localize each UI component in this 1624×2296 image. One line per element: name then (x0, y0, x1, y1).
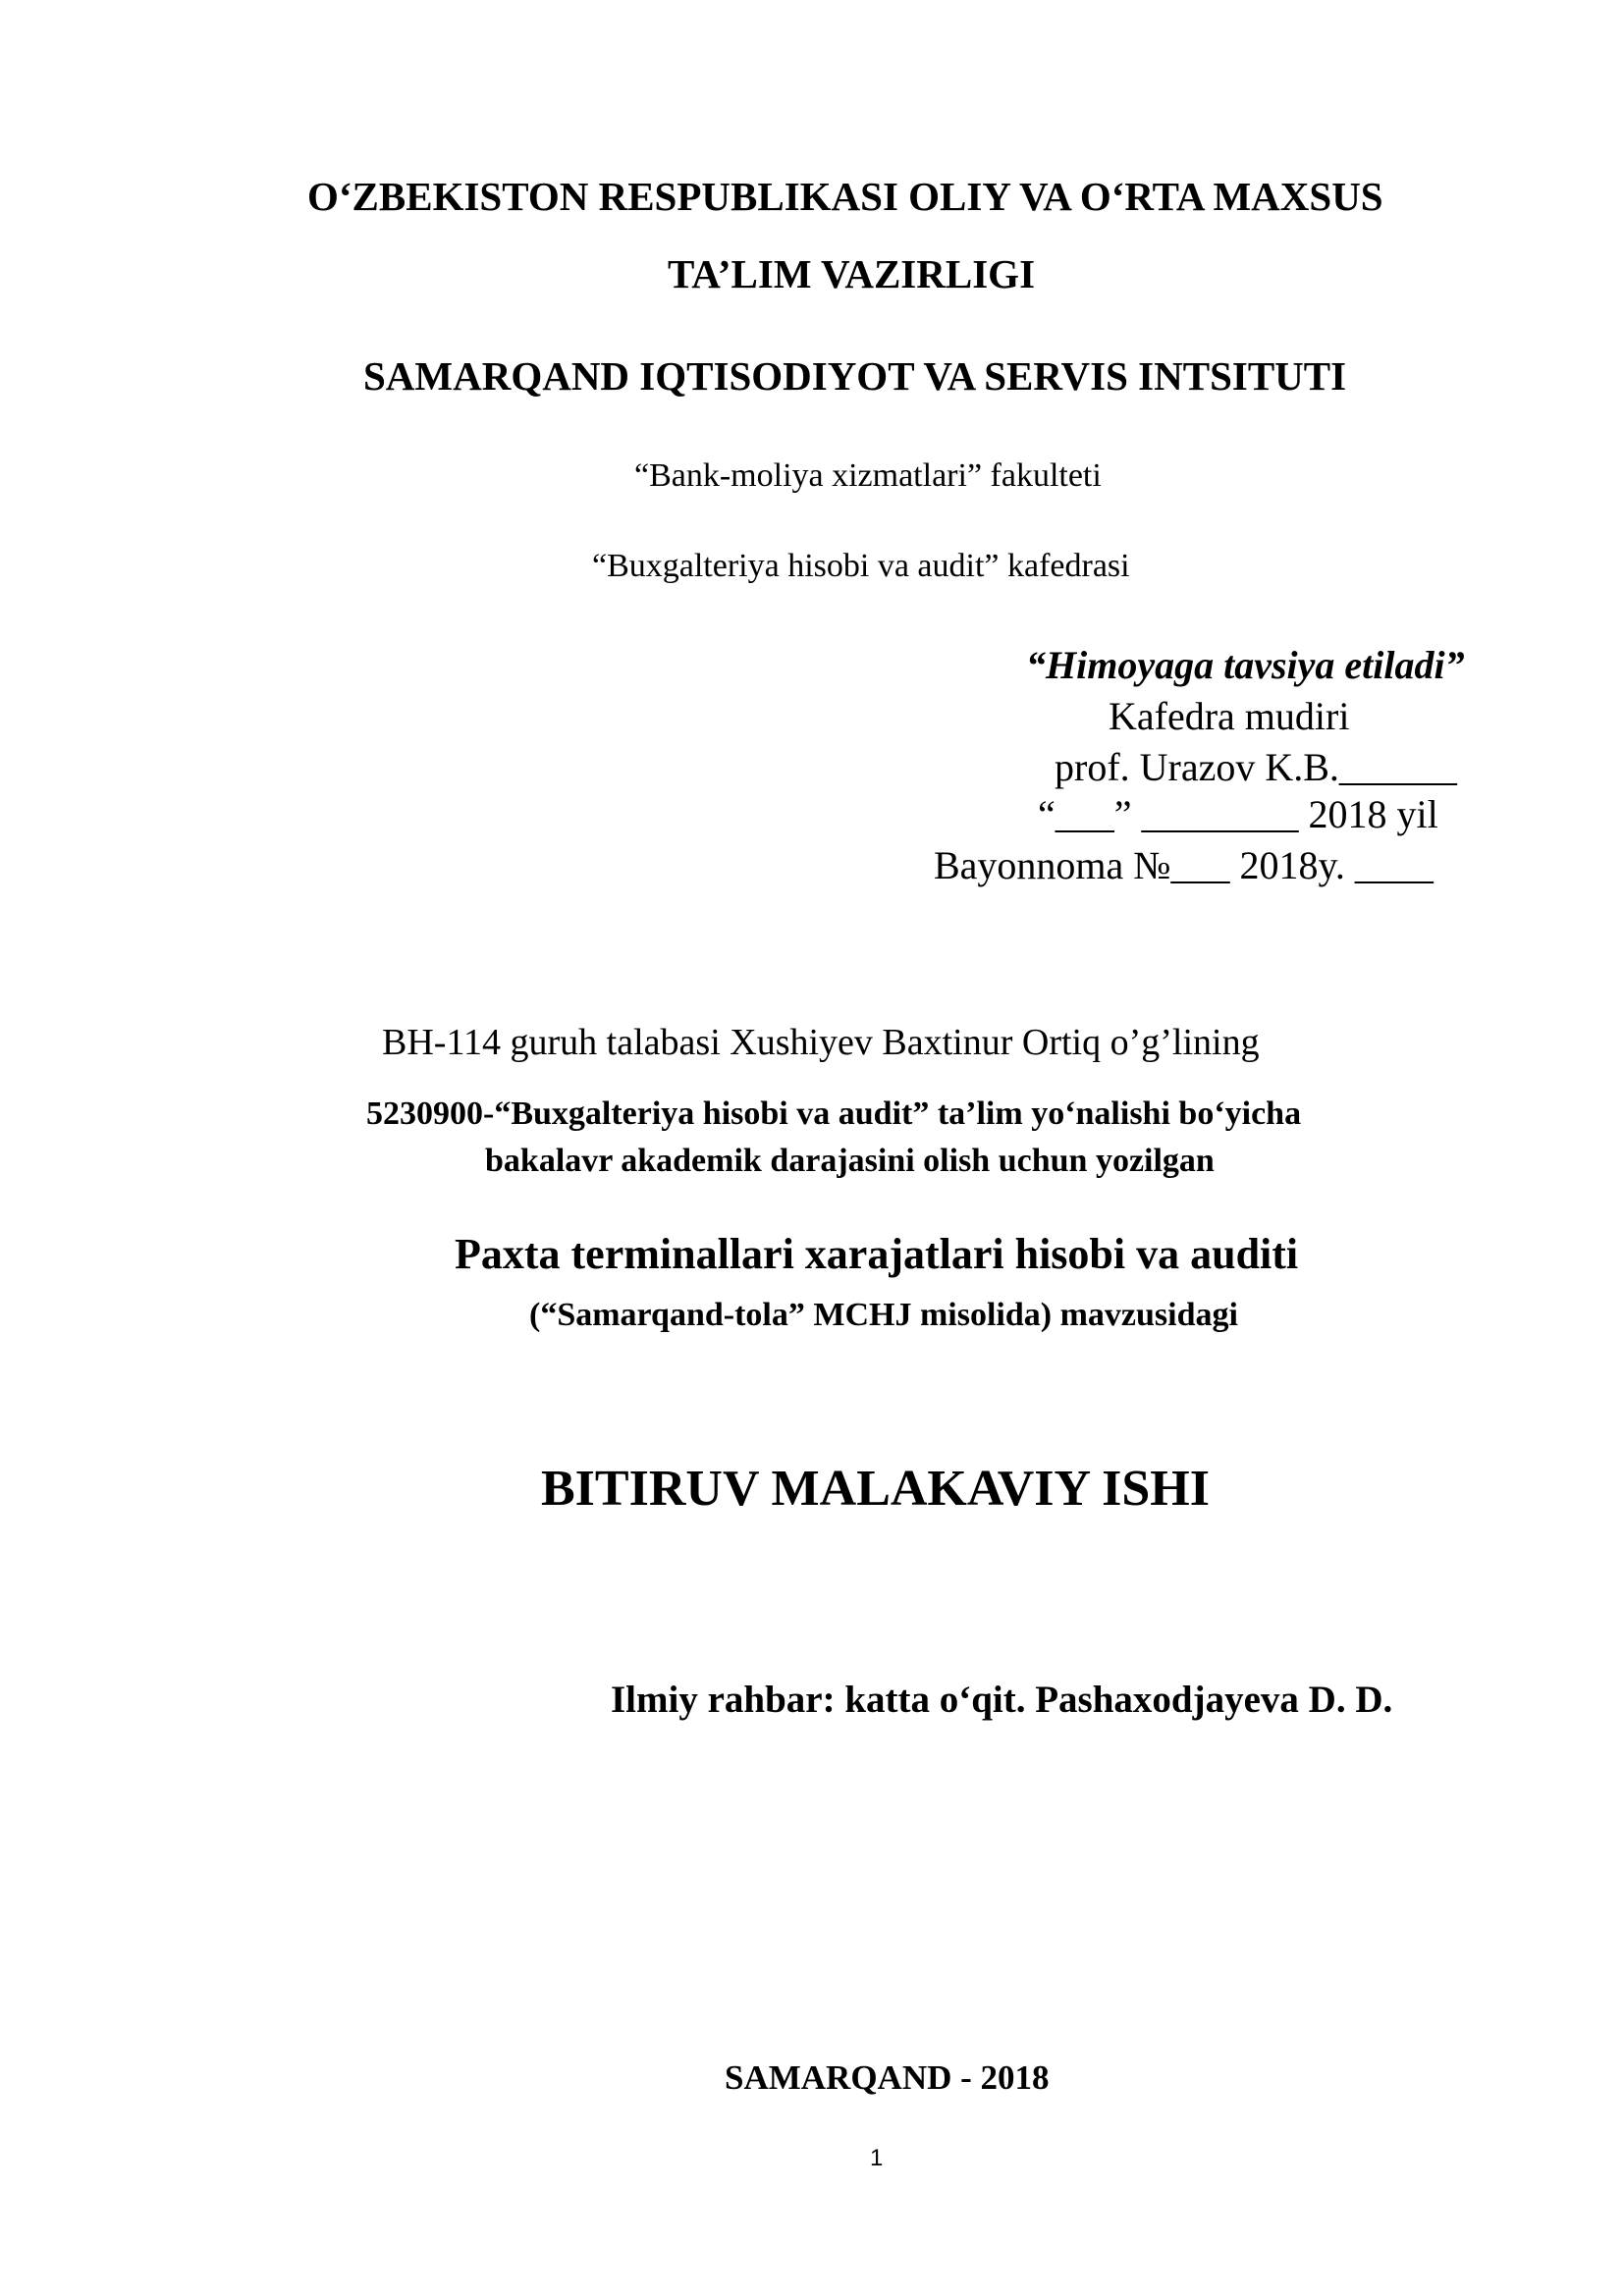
approval-protocol: Bayonnoma №___ 2018y. ____ (934, 843, 1434, 887)
ministry-line-2: TA’LIM VAZIRLIGI (668, 251, 1036, 296)
degree-line-2: bakalavr akademik darajasini olish uchun yozilgan (485, 1143, 1215, 1179)
approval-date: “___” ________ 2018 yil (1038, 792, 1438, 836)
approval-head: prof. Urazov K.B.______ (1055, 745, 1457, 789)
work-type-title: BITIRUV MALAKAVIY ISHI (541, 1461, 1210, 1517)
supervisor-line: Ilmiy rahbar: katta o‘qit. Pashaxodjayeva D. D. (611, 1679, 1393, 1721)
student-line: BH-114 guruh talabasi Xushiyev Baxtinur Ortiq o’g’lining (382, 1022, 1260, 1063)
ministry-line-1: O‘ZBEKISTON RESPUBLIKASI OLIY VA O‘RTA MAXSUS (307, 174, 1383, 219)
degree-line-1: 5230900-“Buxgalteriya hisobi va audit” ta’lim yo‘nalishi bo‘yicha (366, 1095, 1302, 1132)
department-name: “Buxgalteriya hisobi va audit” kafedrasi (592, 548, 1130, 584)
thesis-topic: Paxta terminallari xarajatlari hisobi va auditi (455, 1230, 1299, 1278)
approval-title: “Himoyaga tavsiya etiladi” (1026, 643, 1465, 687)
thesis-topic-subtitle: (“Samarqand-tola” MCHJ misolida) mavzusidagi (529, 1297, 1238, 1333)
page-number: 1 (870, 2145, 884, 2171)
faculty-name: “Bank-moliya xizmatlari” fakulteti (634, 457, 1102, 494)
institute-name: SAMARQAND IQTISODIYOT VA SERVIS INTSITUTI (363, 353, 1347, 399)
city-year: SAMARQAND - 2018 (725, 2058, 1050, 2097)
approval-role: Kafedra mudiri (1109, 694, 1350, 738)
